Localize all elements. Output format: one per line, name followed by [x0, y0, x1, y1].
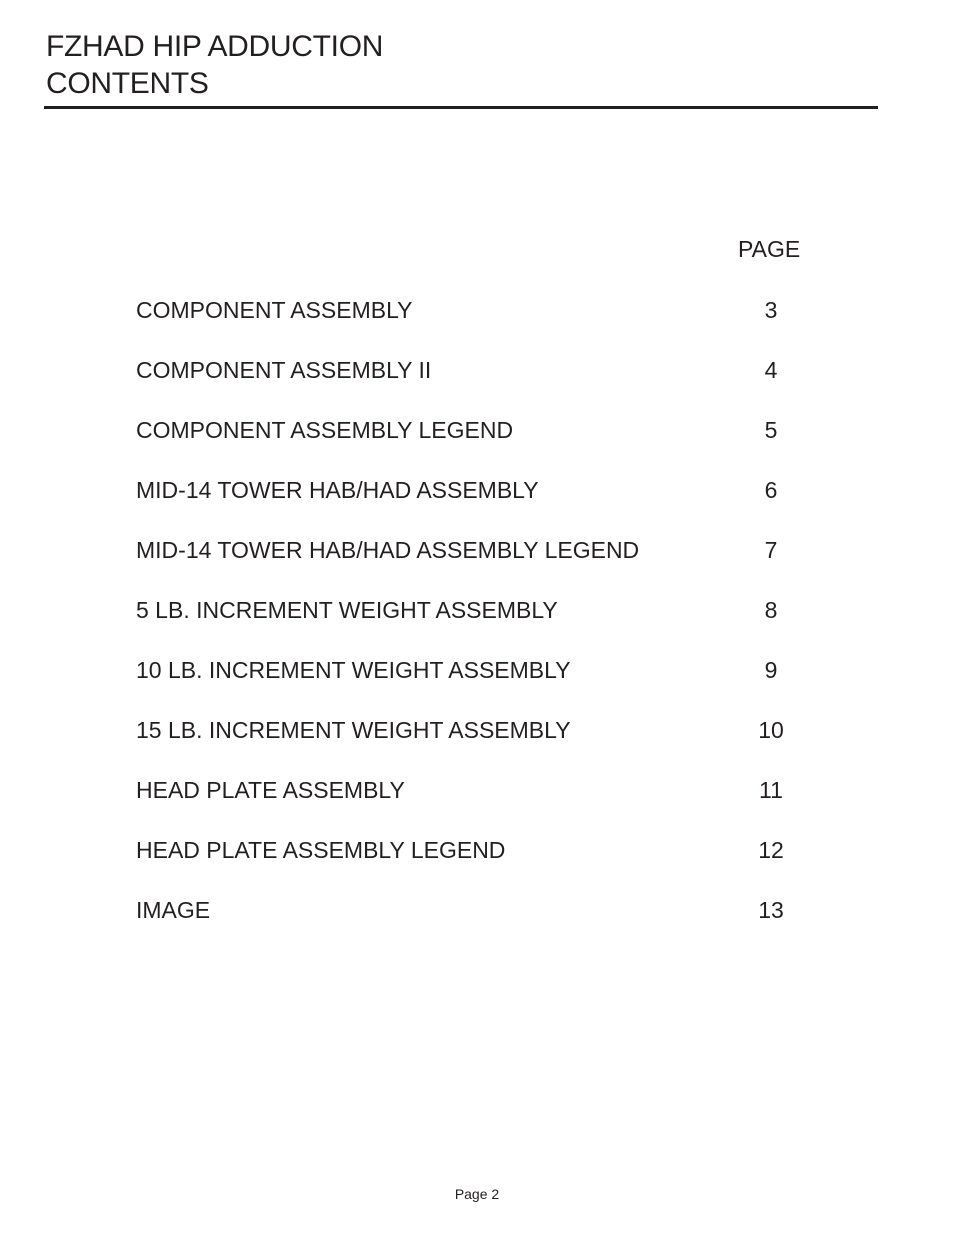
toc-entry-label: HEAD PLATE ASSEMBLY LEGEND — [136, 837, 506, 863]
title-divider — [44, 106, 878, 109]
toc-entry[interactable] — [136, 356, 836, 416]
title-line-2: CONTENTS — [46, 67, 209, 100]
toc-entry[interactable] — [136, 476, 836, 536]
toc-entry-label: COMPONENT ASSEMBLY — [136, 297, 413, 323]
toc-entry[interactable] — [136, 716, 836, 776]
page-number-footer: Page 2 — [454, 1186, 500, 1202]
toc-entry[interactable] — [136, 656, 836, 716]
toc-entry-page: 9 — [764, 657, 778, 683]
toc-entry-label: MID-14 TOWER HAB/HAD ASSEMBLY LEGEND — [136, 537, 640, 563]
toc-entry[interactable] — [136, 596, 836, 656]
toc-entry-label: IMAGE — [136, 897, 211, 923]
toc-entry-page: 3 — [764, 297, 778, 323]
toc-entry-page: 4 — [764, 357, 778, 383]
toc-entry-label: MID-14 TOWER HAB/HAD ASSEMBLY — [136, 477, 539, 503]
toc-entry-label: COMPONENT ASSEMBLY II — [136, 357, 432, 383]
toc-entry[interactable] — [136, 416, 836, 476]
toc-entry[interactable] — [136, 836, 836, 896]
toc-entry-page: 13 — [758, 897, 784, 923]
toc-entry-page: 10 — [758, 717, 784, 743]
toc-entry-page: 8 — [764, 597, 778, 623]
toc-entry-page: 12 — [758, 837, 784, 863]
toc-entry[interactable] — [136, 776, 836, 836]
toc-entry-label: COMPONENT ASSEMBLY LEGEND — [136, 417, 514, 443]
toc-entry-page: 6 — [764, 477, 778, 503]
table-of-contents — [136, 296, 836, 956]
toc-entry-label: 15 LB. INCREMENT WEIGHT ASSEMBLY — [136, 717, 571, 743]
toc-entry[interactable] — [136, 896, 836, 956]
toc-entry-label: 5 LB. INCREMENT WEIGHT ASSEMBLY — [136, 597, 558, 623]
page-column-heading: PAGE — [738, 236, 801, 262]
toc-entry-page: 7 — [764, 537, 778, 563]
toc-entry[interactable] — [136, 296, 836, 356]
title-line-1: FZHAD HIP ADDUCTION — [46, 30, 384, 63]
toc-entry-page: 5 — [764, 417, 778, 443]
toc-entry[interactable] — [136, 536, 836, 596]
toc-entry-label: HEAD PLATE ASSEMBLY — [136, 777, 405, 803]
document-title — [46, 28, 383, 102]
toc-entry-label: 10 LB. INCREMENT WEIGHT ASSEMBLY — [136, 657, 571, 683]
toc-entry-page: 11 — [759, 777, 783, 803]
